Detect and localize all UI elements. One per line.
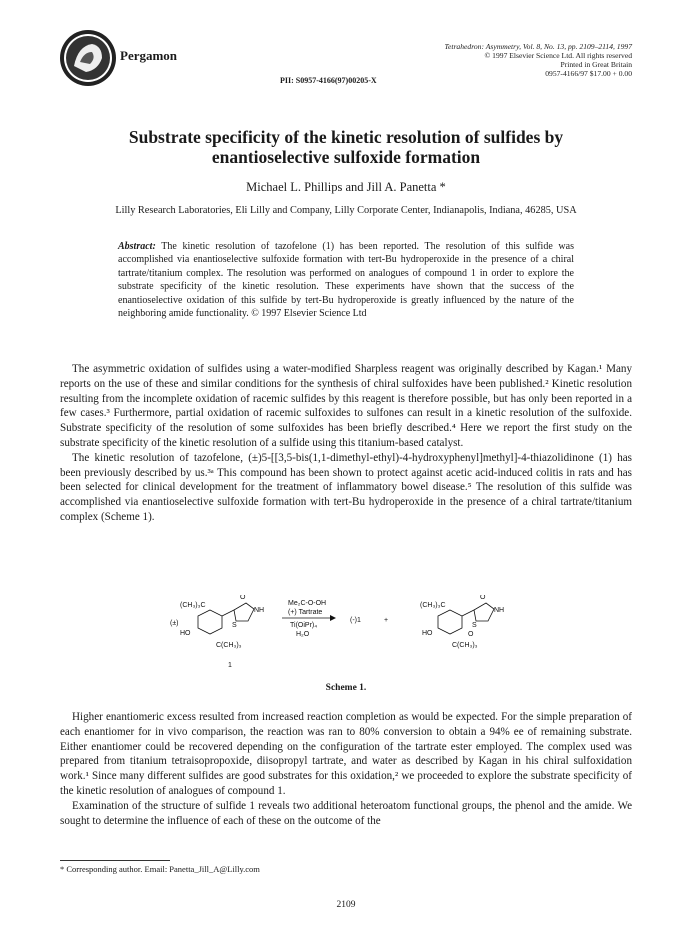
scheme-sulfoxide-o: O [468,631,474,638]
scheme-benzene-ring-right [438,610,462,634]
abstract [118,240,574,320]
journal-info [444,42,632,78]
paragraph-4: Examination of the structure of sulfide 1 reveals two additional heteroatom functional groups, the phenol and the amide. We sought to determine the influence of each of these on the outcome of the [60,799,632,827]
scheme-caption: Scheme 1. [325,683,367,693]
scheme-tbu-bottom-right: C(CH₃)₃ [452,642,478,649]
abstract-text: The kinetic resolution of tazofelone (1) has been reported. The resolution of this sulfide was accomplished via enantioselective sulfoxide formation with tert-Bu hydroperoxide in the presence of a chiral tartrate/titanium complex. The resolution was performed on analogues of compound 1 in order to explore the substrate specificity of the kinetic resolution. These experiments have shown that the success of the enantioselective oxidation of this sulfide by tert-Bu hydroperoxide is greatly influenced by the nature of the neighboring amide functionality. © 1997 Elsevier Science Ltd [118,241,574,320]
affiliation: Lilly Research Laboratories, Eli Lilly and Company, Lilly Corporate Center, Indianapolis, Indiana, 46285, USA [115,205,577,216]
scheme-o-right: O [480,595,486,601]
paragraph-2: The kinetic resolution of tazofelone, (±)5-[[3,5-bis(1,1-dimethyl-ethyl)-4-hydroxyphenyl]methyl]-4-thiazolidinone (1) has been previously described by us.³ᵃ This compound has been shown to protect against acetic acid-induced colitis in rats and has been selected for clinical development for the treatment of inflammatory bowel disease.⁵ The resolution of this sulfide was accomplished via enantioselective sulfoxide formation with tert-Bu hydroperoxide in the presence of a chiral tartrate/titanium complex (Scheme 1). [60,451,632,523]
scheme-tbu-bottom: C(CH₃)₃ [216,642,242,649]
page-number: 2109 [336,900,356,910]
footnote: * Corresponding author. Email: Panetta_Jill_A@Lilly.com [60,864,260,874]
scheme-thiazolidinone-right [474,603,494,621]
scheme-ho-right: HO [422,630,433,637]
copyright-line: © 1997 Elsevier Science Ltd. All rights reserved [484,51,632,60]
authors: Michael L. Phillips and Jill A. Panetta * [246,180,446,194]
scheme-plus: + [384,617,389,624]
article-title [40,127,652,167]
scheme-s-left: S [232,622,237,629]
journal-citation: Tetrahedron: Asymmetry, Vol. 8, No. 13, pp. 2109–2114, 1997 [444,42,632,51]
pii: PII: S0957-4166(97)00205-X [280,76,377,85]
title-line-2: enantioselective sulfoxide formation [211,147,481,167]
scheme-tbu-top-right: (CH₃)₃C [420,602,446,609]
scheme-tbu-top: (CH₃)₃C [180,602,206,609]
footnote-rule [60,860,170,861]
scheme-1-figure [170,595,520,670]
scheme-reagent-4: H₂O [296,631,310,638]
scheme-nh-right: NH [494,607,505,614]
scheme-ho-left: HO [180,630,191,637]
body-section-1 [60,362,632,525]
abstract-label: Abstract: [118,241,156,252]
scheme-reagent-1: Me₂C-O-OH [288,600,327,607]
scheme-racemic: (±) [170,620,179,627]
scheme-product-label: (-)1 [350,617,361,624]
scheme-arrowhead [330,615,336,621]
scheme-s-right: S [472,622,477,629]
scheme-reagent-3: Ti(OiPr)₄ [290,622,318,629]
scheme-reagent-2: (+) Tartrate [288,609,323,616]
title-line-1: Substrate specificity of the kinetic resolution of sulfides by [128,127,564,147]
price-line: 0957-4166/97 $17.00 + 0.00 [545,69,632,78]
scheme-nh-left: NH [254,607,265,614]
publisher-name: Pergamon [120,48,178,63]
publisher-logo [58,28,118,88]
scheme-bond [222,610,234,616]
scheme-benzene-ring-left [198,610,222,634]
paragraph-3: Higher enantiomeric excess resulted from increased reaction completion as would be expected. For the simple preparation of each enantiomer for in vivo comparison, the reaction was ran to 80% conversion to obtain a 94% ee of remaining substrate. Either enantiomer could be recovered depending on the configuration of the tartrate ester employed. The complex used was prepared from titanium tetraisopropoxide, diisopropyl tartrate, and water as described by Kagan in his chiral sulfoxidation work.¹ Since many different sulfides are good substrates for this oxidation,² we proceeded to explore the substrate specificity of the kinetic resolution of analogues of compound 1. [60,711,632,797]
scheme-thiazolidinone-left [234,603,254,621]
scheme-o-left: O [240,595,246,601]
scheme-bond-right [462,610,474,616]
printed-line: Printed in Great Britain [560,60,632,69]
body-section-2 [60,710,632,828]
paragraph-1: The asymmetric oxidation of sulfides using a water-modified Sharpless reagent was originally described by Kagan.¹ Many reports on the use of these and similar conditions for the synthesis of chiral sulfoxides have been published.² Kinetic resolution resulting from the incomplete oxidation of racemic sulfides by this reagent is therefore possible, but has only been reported in a few cases.³ Furthermore, partial oxidation of racemic sulfoxides to sulfones can result in a kinetic resolution of the sulfoxide. Substrate specificity of the resolution of some sulfoxides has been briefly described.⁴ Here we report the first study on the substrate specificity of the kinetic resolution of a sulfide using this titanium-based catalyst. [60,363,632,449]
scheme-compound-number: 1 [228,662,232,669]
